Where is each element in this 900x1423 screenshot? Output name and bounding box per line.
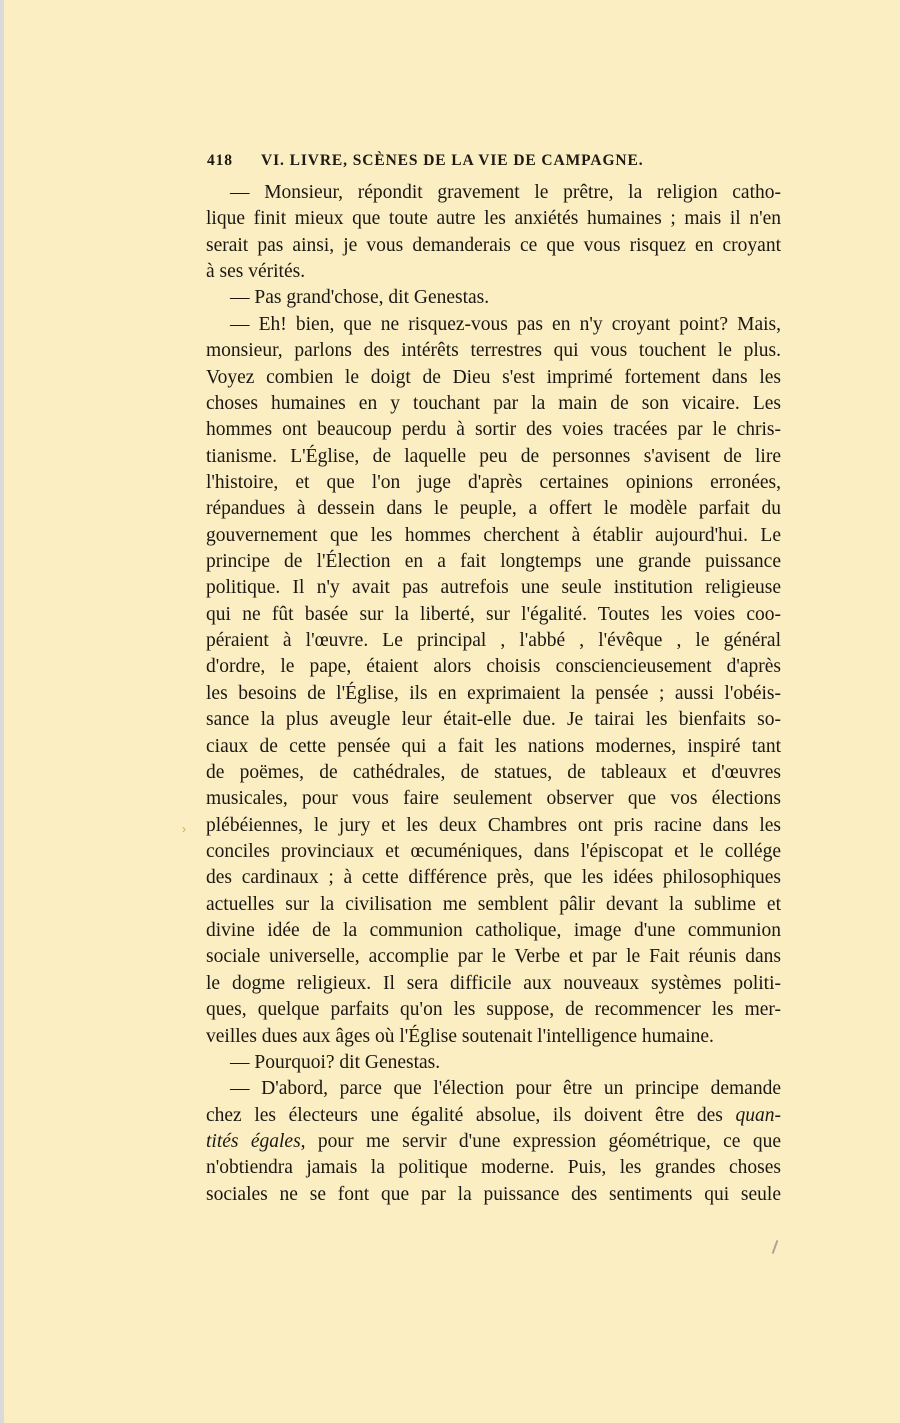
text-line: de poëmes, de cathédrales, de statues, de tableaux et d'œuvres [206,761,781,783]
text-line: Voyez combien le doigt de Dieu s'est imprimé fortement dans les [206,366,781,388]
text-line: divine idée de la communion catholique, image d'une communion [206,920,781,942]
text-line: principe de l'Élection en a fait longtemps une grande puissance [206,551,781,573]
text-line: qui ne fût basée sur la liberté, sur l'égalité. Toutes les voies coo- [206,603,781,625]
text-line: sociale universelle, accomplie par le Verbe et par le Fait réunis dans [206,946,781,968]
text-line: gouvernement que les hommes cherchent à établir aujourd'hui. Le [206,524,781,546]
text-line: plébéiennes, le jury et les deux Chambres ont pris racine dans les [206,814,781,836]
text-line: — Eh! bien, que ne risquez-vous pas en n'y croyant point? Mais, [230,313,781,335]
text-line: choses humaines en y touchant par la main de son vicaire. Les [206,392,781,414]
text-line: sance la plus aveugle leur était-elle due. Je tairai les bienfaits so- [206,709,781,731]
text-line: hommes ont beaucoup perdu à sortir des voies tracées par le chris- [206,419,781,441]
body-text [206,180,781,1208]
running-head [207,152,782,176]
text-line: tités égales, pour me servir d'une expression géométrique, ce que [206,1130,781,1152]
text-line: le dogme religieux. Il sera difficile aux nouveaux systèmes politi- [206,972,781,994]
text-line: n'obtiendra jamais la politique moderne. Puis, les grandes choses [206,1157,781,1179]
text-line: politique. Il n'y avait pas autrefois une seule institution religieuse [206,577,781,599]
text-line: veilles dues aux âges où l'Église soutenait l'intelligence humaine. [206,1025,714,1047]
text-line: répandues à dessein dans le peuple, a offert le modèle parfait du [206,498,781,520]
italic-text: tités égales [206,1130,301,1152]
stray-ink-mark [772,1240,779,1254]
text-line: tianisme. L'Église, de laquelle peu de personnes s'avisent de lire [206,445,781,467]
text-line: à ses vérités. [206,261,306,283]
text-line: ciaux de cette pensée qui a fait les nations modernes, inspiré tant [206,735,781,757]
text-line: — Pas grand'chose, dit Genestas. [230,287,490,309]
text-line: monsieur, parlons des intérêts terrestres qui vous touchent le plus. [206,340,781,362]
page-number: 418 [207,152,233,169]
text-line: sociales ne se font que par la puissance des sentiments qui seule [206,1183,781,1205]
text-line: l'histoire, et que l'on juge d'après certaines opinions erronées, [206,471,781,493]
text-line: ques, quelque parfaits qu'on les suppose, de recommencer les mer- [206,999,781,1021]
text-line: — Monsieur, répondit gravement le prêtre, la religion catho- [230,182,781,203]
text-line: chez les électeurs une égalité absolue, ils doivent être des quan- [206,1104,781,1126]
text-line: des cardinaux ; à cette différence près, que les idées philosophiques [206,867,781,889]
text-line: actuelles sur la civilisation me semblent pâlir devant la sublime et [206,893,781,915]
text-line: — D'abord, parce que l'élection pour être un principe demande [230,1078,781,1100]
text-line: péraient à l'œuvre. Le principal , l'abbé , l'évêque , le général [206,630,781,652]
margin-mark: › [182,822,186,836]
text-line: lique finit mieux que toute autre les anxiétés humaines ; mais il n'en [206,208,781,230]
italic-text: quan- [735,1104,781,1126]
text-line: d'ordre, le pape, étaient alors choisis consciencieusement d'après [206,656,781,678]
text-line: musicales, pour vous faire seulement observer que vos élections [206,788,781,810]
text-line: serait pas ainsi, je vous demanderais ce que vous risquez en croyant [206,234,781,256]
text-line: les besoins de l'Église, ils en exprimaient la pensée ; aussi l'obéis- [206,682,781,704]
text-line: conciles provinciaux et œcuméniques, dans l'épiscopat et le collége [206,840,781,862]
running-title: VI. LIVRE, SCÈNES DE LA VIE DE CAMPAGNE. [261,152,644,169]
text-line: — Pourquoi? dit Genestas. [230,1051,441,1073]
